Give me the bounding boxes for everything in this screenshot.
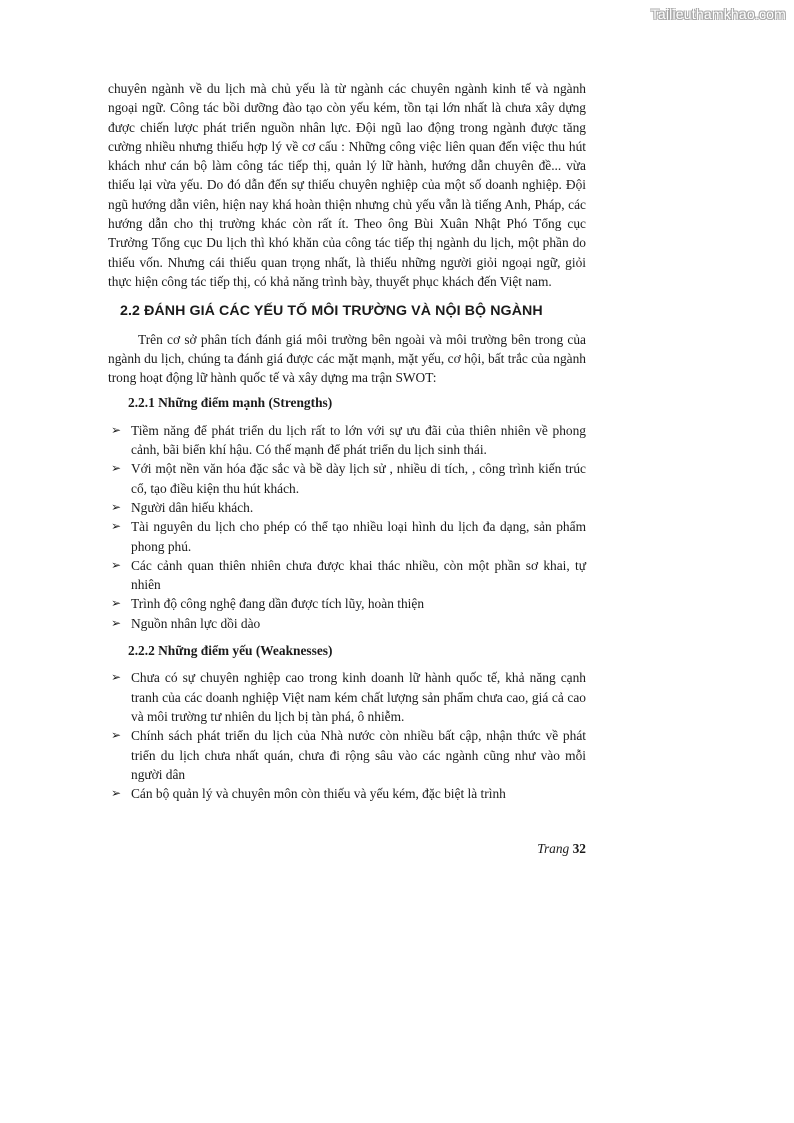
strengths-list <box>108 421 586 633</box>
section-heading: 2.2 ĐÁNH GIÁ CÁC YẾU TỐ MÔI TRƯỜNG VÀ NỘI BỘ NGÀNH <box>120 303 543 320</box>
list-item <box>108 594 586 613</box>
intro-paragraph: chuyên ngành về du lịch mà chủ yếu là từ ngành các chuyên ngành kinh tế và ngành ngoại ngữ. Công tác bồi dưỡng đào tạo còn yếu kém, tồn tại lớn nhất là chưa xây dựng được chiến lược phát triển nguồn nhân lực. Đội ngũ lao động trong ngành được tăng cường nhiều nhưng thiếu hợp lý về cơ cấu : Những công việc liên quan đến việc thu hút khách như cán bộ làm công tác tiếp thị, quản lý lữ hành, hướng dẫn chuyên đề... vừa thiếu lại vừa yếu. Do đó dẫn đến sự thiếu chuyên nghiệp của một số doanh nghiệp. Đội ngũ hướng dẫn viên, hiện nay khá hoàn thiện nhưng chủ yếu vẫn là tiếng Anh, Pháp, các hướng dẫn cho thị trường khác còn rất ít. Theo ông Bùi Xuân Nhật Phó Tổng cục Trưởng Tổng cục Du lịch thì khó khăn của công tác tiếp thị ngành du lịch, một phần do thiếu vốn. Nhưng cái thiếu quan trọng nhất, là thiếu những người giỏi ngoại ngữ, giỏi thực hiện công tác tiếp thị, có khả năng trình bày, thuyết phục khách đến Việt nam. <box>108 81 586 289</box>
list-item-text: Cán bộ quản lý và chuyên môn còn thiếu và yếu kém, đặc biệt là trình <box>131 786 506 802</box>
strengths-heading: 2.2.1 Những điểm mạnh (Strengths) <box>128 395 333 411</box>
list-item-text: Các cảnh quan thiên nhiên chưa được khai thác nhiều, còn một phần sơ khai, tự nhiên <box>131 557 586 593</box>
list-item <box>108 614 586 633</box>
arrow-bullet-icon: ➢ <box>111 422 122 437</box>
list-item-text: Chưa có sự chuyên nghiệp cao trong kinh doanh lữ hành quốc tế, khả năng cạnh tranh của các doanh nghiệp Việt nam kém chất lượng sản phẩm chưa cao, giá cả cao và môi trường tư nhiên du lịch bị tàn phá, ô nhiễm. <box>131 670 586 724</box>
list-item-text: Tiềm năng để phát triển du lịch rất to lớn với sự ưu đãi của thiên nhiên về phong cảnh, bãi biển khí hậu. Có thế mạnh để phát triển du lịch sinh thái. <box>131 422 586 458</box>
section-intro: Trên cơ sở phân tích đánh giá môi trường bên ngoài và môi trường bên trong của ngành du lịch, chúng ta đánh giá được các mặt mạnh, mặt yếu, cơ hội, bất trắc của ngành trong hoạt động lữ hành quốc tế và xây dựng ma trận SWOT: <box>108 331 586 386</box>
page-number: 32 <box>572 841 586 856</box>
arrow-bullet-icon: ➢ <box>111 615 122 630</box>
list-item-text: Nguồn nhân lực dồi dào <box>131 615 261 631</box>
arrow-bullet-icon: ➢ <box>111 670 122 685</box>
weaknesses-heading: 2.2.2 Những điểm yếu (Weaknesses) <box>128 643 333 659</box>
list-item-text: Với một nền văn hóa đặc sắc và bề dày lịch sử , nhiều di tích, , công trình kiến trúc cổ, tạo điều kiện thu hút khách. <box>131 461 586 496</box>
arrow-bullet-icon: ➢ <box>111 596 122 611</box>
list-item <box>108 784 586 803</box>
arrow-bullet-icon: ➢ <box>111 557 122 572</box>
list-item-text: Trình độ công nghệ đang dần được tích lũy, hoàn thiện <box>131 596 425 612</box>
list-item <box>108 668 586 726</box>
list-item-text: Người dân hiếu khách. <box>131 499 254 515</box>
watermark: Tailieuthamkhao.com <box>650 6 786 22</box>
list-item-text: Chính sách phát triển du lịch của Nhà nước còn nhiều bất cập, nhận thức về phát triển du lịch chưa nhất quán, chưa đi rộng sâu vào các ngành cũng như vào mỗi người dân <box>131 728 586 782</box>
list-item-text: Tài nguyên du lịch cho phép có thể tạo nhiều loại hình du lịch đa dạng, sản phẩm phong phú. <box>131 519 586 554</box>
list-item <box>108 498 586 517</box>
arrow-bullet-icon: ➢ <box>111 728 122 743</box>
weaknesses-list <box>108 668 586 803</box>
list-item <box>108 726 586 784</box>
list-item <box>108 459 586 498</box>
arrow-bullet-icon: ➢ <box>111 519 122 534</box>
list-item <box>108 556 586 595</box>
page-label: Trang <box>537 841 570 856</box>
list-item <box>108 517 586 556</box>
arrow-bullet-icon: ➢ <box>111 786 122 801</box>
page-content <box>108 79 586 803</box>
page-footer <box>108 841 586 857</box>
list-item <box>108 421 586 460</box>
arrow-bullet-icon: ➢ <box>111 499 122 514</box>
arrow-bullet-icon: ➢ <box>111 461 122 476</box>
